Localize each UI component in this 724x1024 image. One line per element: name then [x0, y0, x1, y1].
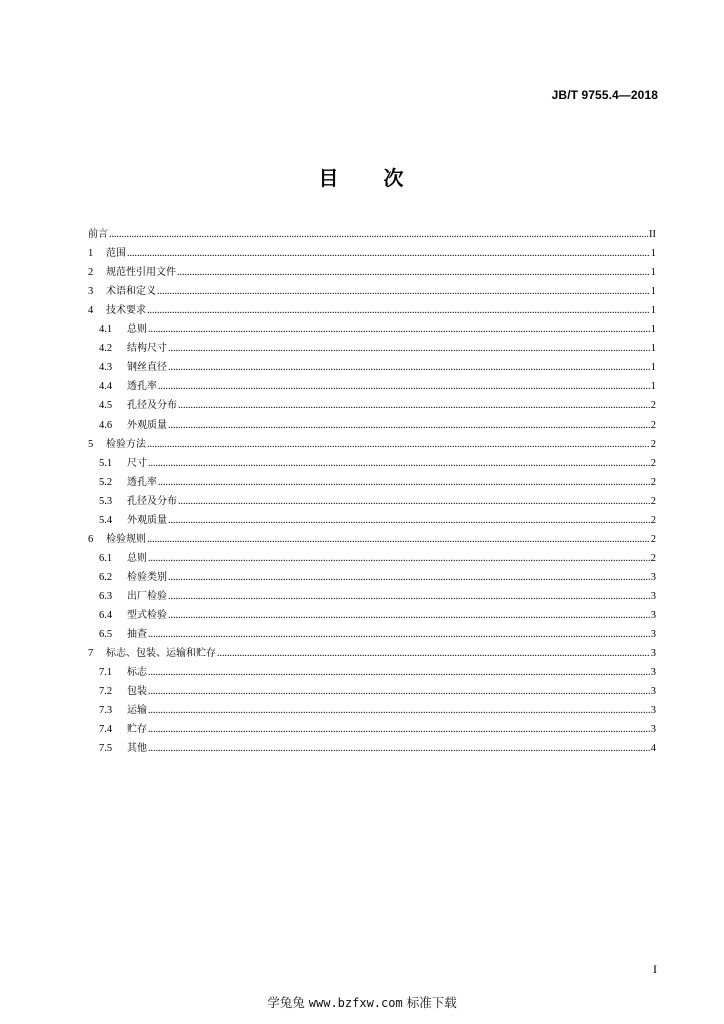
toc-entry[interactable]	[88, 336, 656, 355]
toc-leader-dots	[147, 534, 650, 546]
toc-entry-number: 4.4	[99, 381, 113, 393]
toc-entry-number: 4	[88, 305, 94, 317]
toc-entry[interactable]	[88, 546, 656, 565]
toc-entry-label: 包装	[127, 686, 147, 698]
toc-entry-label: 标志、包装、运输和贮存	[106, 648, 216, 660]
toc-entry-page: 1	[650, 248, 656, 260]
watermark-url[interactable]: www.bzfxw.com	[308, 996, 403, 1010]
toc-entry-page: 3	[650, 667, 656, 679]
toc-leader-dots	[148, 686, 650, 698]
toc-entry-label: 型式检验	[127, 609, 167, 621]
toc-entry-page: 1	[650, 343, 656, 355]
toc-leader-dots	[148, 324, 650, 336]
toc-entry[interactable]	[88, 660, 656, 679]
toc-entry-number: 6.4	[99, 609, 113, 621]
toc-entry-number: 6.3	[99, 590, 113, 602]
toc-entry-page: 2	[650, 552, 656, 564]
toc-entry-number: 4.6	[99, 419, 113, 431]
toc-entry-label: 出厂检验	[127, 590, 167, 602]
toc-entry[interactable]	[88, 717, 656, 736]
toc-entry-label: 孔径及分布	[127, 495, 177, 507]
toc-entry[interactable]	[88, 489, 656, 508]
toc-leader-dots	[157, 286, 650, 298]
toc-entry-page: 1	[650, 362, 656, 374]
toc-entry-label: 钢丝直径	[127, 362, 167, 374]
toc-entry-page: 2	[650, 476, 656, 488]
toc-entry-number: 5.4	[99, 514, 113, 526]
toc-entry[interactable]	[88, 603, 656, 622]
toc-entry-number: 7.5	[99, 743, 113, 755]
toc-leader-dots	[148, 667, 650, 679]
page-title: 目 次	[318, 166, 406, 190]
document-code: JB/T 9755.4—2018	[551, 88, 658, 102]
toc-entry[interactable]	[88, 698, 656, 717]
toc-entry-label: 结构尺寸	[127, 343, 167, 355]
toc-entry-number: 7.2	[99, 686, 113, 698]
toc-entry-page: 2	[650, 514, 656, 526]
toc-entry-number: 1	[88, 248, 94, 260]
toc-leader-dots	[147, 305, 650, 317]
toc-leader-dots	[148, 458, 650, 470]
toc-entry-page: 3	[650, 629, 656, 641]
toc-entry[interactable]	[88, 298, 656, 317]
toc-entry-page: 2	[650, 495, 656, 507]
toc-entry-number: 5.2	[99, 476, 113, 488]
toc-entry-label: 检验方法	[106, 438, 146, 450]
toc-entry-number: 6.2	[99, 571, 113, 583]
toc-entry-number: 7.1	[99, 667, 113, 679]
toc-entry-label: 贮存	[127, 724, 147, 736]
toc-entry-label: 标志	[127, 667, 147, 679]
toc-leader-dots	[127, 248, 650, 260]
toc-entry[interactable]	[88, 412, 656, 431]
toc-entry-number: 3	[88, 286, 94, 298]
toc-entry[interactable]	[88, 641, 656, 660]
toc-entry-page: 1	[650, 381, 656, 393]
toc-entry-label: 尺寸	[127, 457, 147, 469]
toc-leader-dots	[178, 400, 650, 412]
toc-entry[interactable]	[88, 432, 656, 451]
toc-entry-label: 抽查	[127, 629, 147, 641]
toc-entry-number: 4.1	[99, 324, 113, 336]
toc-entry-number: 7.3	[99, 705, 113, 717]
toc-entry-page: 1	[650, 267, 656, 279]
toc-entry[interactable]	[88, 260, 656, 279]
watermark-text: 标准下载	[406, 995, 457, 1010]
toc-leader-dots	[148, 743, 650, 755]
toc-entry-page: 3	[650, 609, 656, 621]
toc-entry-label: 术语和定义	[106, 286, 156, 298]
toc-entry-page: 1	[650, 286, 656, 298]
toc-entry-page: 3	[650, 705, 656, 717]
toc-entry-label: 总则	[127, 552, 147, 564]
toc-entry[interactable]	[88, 374, 656, 393]
toc-entry-page: 1	[650, 324, 656, 336]
toc-leader-dots	[147, 439, 650, 451]
toc-leader-dots	[168, 343, 650, 355]
toc-entry-page: 3	[650, 686, 656, 698]
toc-entry-page: 2	[650, 400, 656, 412]
toc-entry-label: 其他	[127, 743, 147, 755]
toc-entry[interactable]	[88, 622, 656, 641]
toc-entry[interactable]	[88, 355, 656, 374]
toc-entry[interactable]	[88, 470, 656, 489]
toc-entry-label: 范围	[106, 248, 126, 260]
toc-entry-label: 透孔率	[127, 476, 157, 488]
toc-entry-page: 2	[650, 457, 656, 469]
toc-entry-page: 3	[650, 590, 656, 602]
toc-leader-dots	[168, 515, 650, 527]
toc-entry-number: 4.5	[99, 400, 113, 412]
toc-entry-label: 运输	[127, 705, 147, 717]
toc-entry[interactable]	[88, 393, 656, 412]
toc-entry-page: II	[649, 229, 656, 241]
toc-leader-dots	[148, 553, 650, 565]
toc-leader-dots	[148, 705, 650, 717]
toc-entry-label: 检验规则	[106, 533, 146, 545]
toc-leader-dots	[168, 610, 650, 622]
toc-entry-label: 规范性引用文件	[106, 267, 176, 279]
toc-entry-number: 6.1	[99, 552, 113, 564]
toc-entry-label: 外观质量	[127, 514, 167, 526]
toc-entry-label: 前言	[88, 229, 108, 241]
toc-entry-number: 2	[88, 267, 94, 279]
toc-entry-number: 5	[88, 438, 94, 450]
toc-entry[interactable]	[88, 279, 656, 298]
toc-entry-label: 透孔率	[127, 381, 157, 393]
toc-entry-label: 外观质量	[127, 419, 167, 431]
toc-entry[interactable]	[88, 527, 656, 546]
toc-entry[interactable]	[88, 565, 656, 584]
toc-leader-dots	[217, 648, 650, 660]
toc-entry-label: 技术要求	[106, 305, 146, 317]
toc-entry-number: 4.2	[99, 343, 113, 355]
toc-entry[interactable]	[88, 584, 656, 603]
toc-leader-dots	[168, 362, 650, 374]
toc-leader-dots	[158, 477, 650, 489]
toc-leader-dots	[148, 724, 650, 736]
toc-entry[interactable]	[88, 317, 656, 336]
toc-entry[interactable]	[88, 241, 656, 260]
toc-entry-page: 1	[650, 305, 656, 317]
toc-entry-number: 6	[88, 533, 94, 545]
toc-entry-label: 总则	[127, 324, 147, 336]
toc-entry[interactable]	[88, 508, 656, 527]
toc-entry-page: 2	[650, 533, 656, 545]
toc-leader-dots	[178, 496, 650, 508]
toc-entry-label: 孔径及分布	[127, 400, 177, 412]
toc-leader-dots	[168, 572, 650, 584]
toc-entry-number: 5.1	[99, 457, 113, 469]
toc-leader-dots	[177, 267, 650, 279]
toc-entry-number: 7.4	[99, 724, 113, 736]
toc-leader-dots	[168, 420, 650, 432]
toc-leader-dots	[148, 629, 650, 641]
page-number: I	[653, 962, 657, 976]
toc-entry[interactable]	[88, 222, 656, 241]
toc-entry-page: 2	[650, 419, 656, 431]
toc-entry-page: 3	[650, 648, 656, 660]
toc-leader-dots	[158, 381, 650, 393]
toc-entry-page: 3	[650, 724, 656, 736]
toc-entry-number: 5.3	[99, 495, 113, 507]
toc-entry-number: 4.3	[99, 362, 113, 374]
toc-entry-number: 7	[88, 648, 94, 660]
toc-entry-number: 6.5	[99, 629, 113, 641]
toc-leader-dots	[109, 229, 648, 241]
toc-entry-label: 检验类别	[127, 571, 167, 583]
toc-entry-page: 2	[650, 438, 656, 450]
toc-entry-page: 4	[650, 743, 656, 755]
watermark-site: 学兔兔	[267, 995, 305, 1010]
table-of-contents	[88, 222, 656, 755]
watermark	[0, 993, 724, 1011]
toc-entry[interactable]	[88, 736, 656, 755]
toc-entry[interactable]	[88, 451, 656, 470]
toc-entry-page: 3	[650, 571, 656, 583]
toc-entry[interactable]	[88, 679, 656, 698]
toc-leader-dots	[168, 591, 650, 603]
